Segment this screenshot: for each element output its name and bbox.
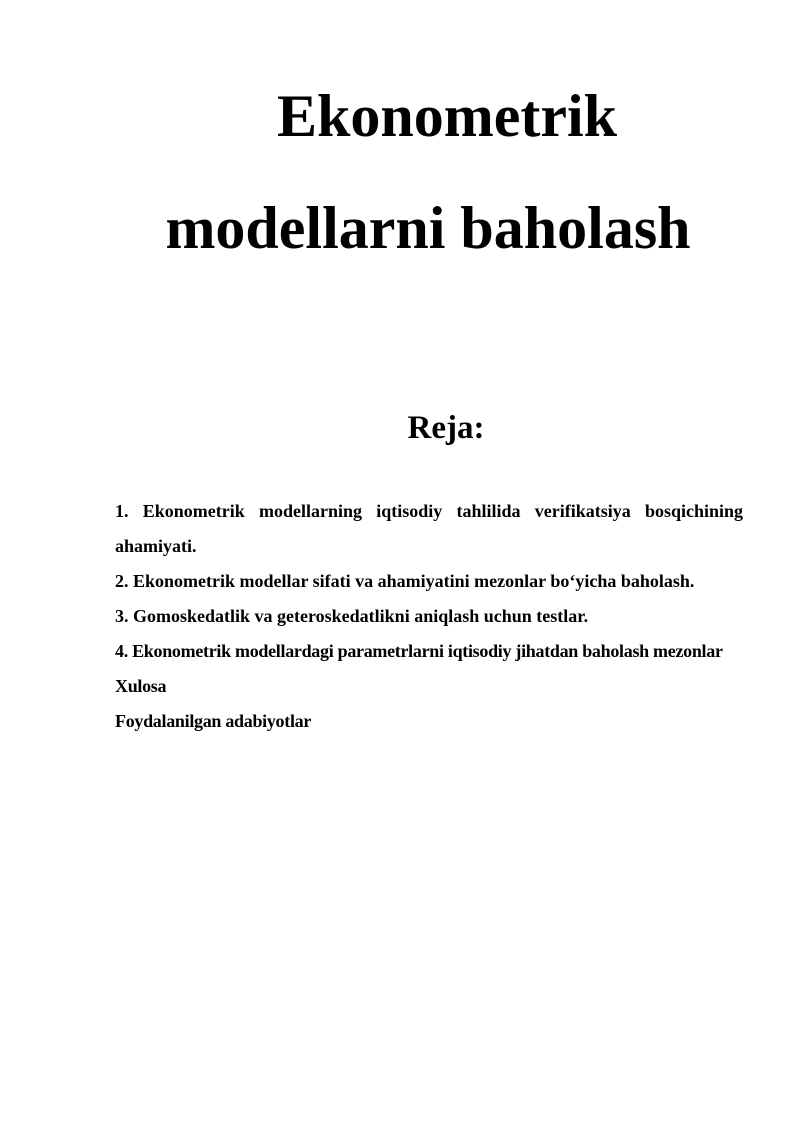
plan-item-2: 2. Ekonometrik modellar sifati va ahamiyatini mezonlar bo‘yicha baholash. — [115, 571, 695, 591]
plan-item-references: Foydalanilgan adabiyotlar — [115, 711, 312, 731]
plan-item-conclusion: Xulosa — [115, 676, 167, 696]
document-title-line-1: Ekonometrik — [276, 83, 618, 149]
plan-list — [115, 494, 743, 739]
plan-heading: Reja: — [407, 410, 485, 446]
plan-item-1: 1. Ekonometrik modellarning iqtisodiy tahlilida verifikatsiya bosqichining ahamiyati. — [115, 501, 743, 556]
plan-item-3: 3. Gomoskedatlik va geteroskedatlikni aniqlash uchun testlar. — [115, 606, 589, 626]
plan-item-4: 4. Ekonometrik modellardagi parametrlarni iqtisodiy jihatdan baholash mezonlar — [115, 641, 723, 661]
document-title-line-2: modellarni baholash — [165, 195, 691, 261]
